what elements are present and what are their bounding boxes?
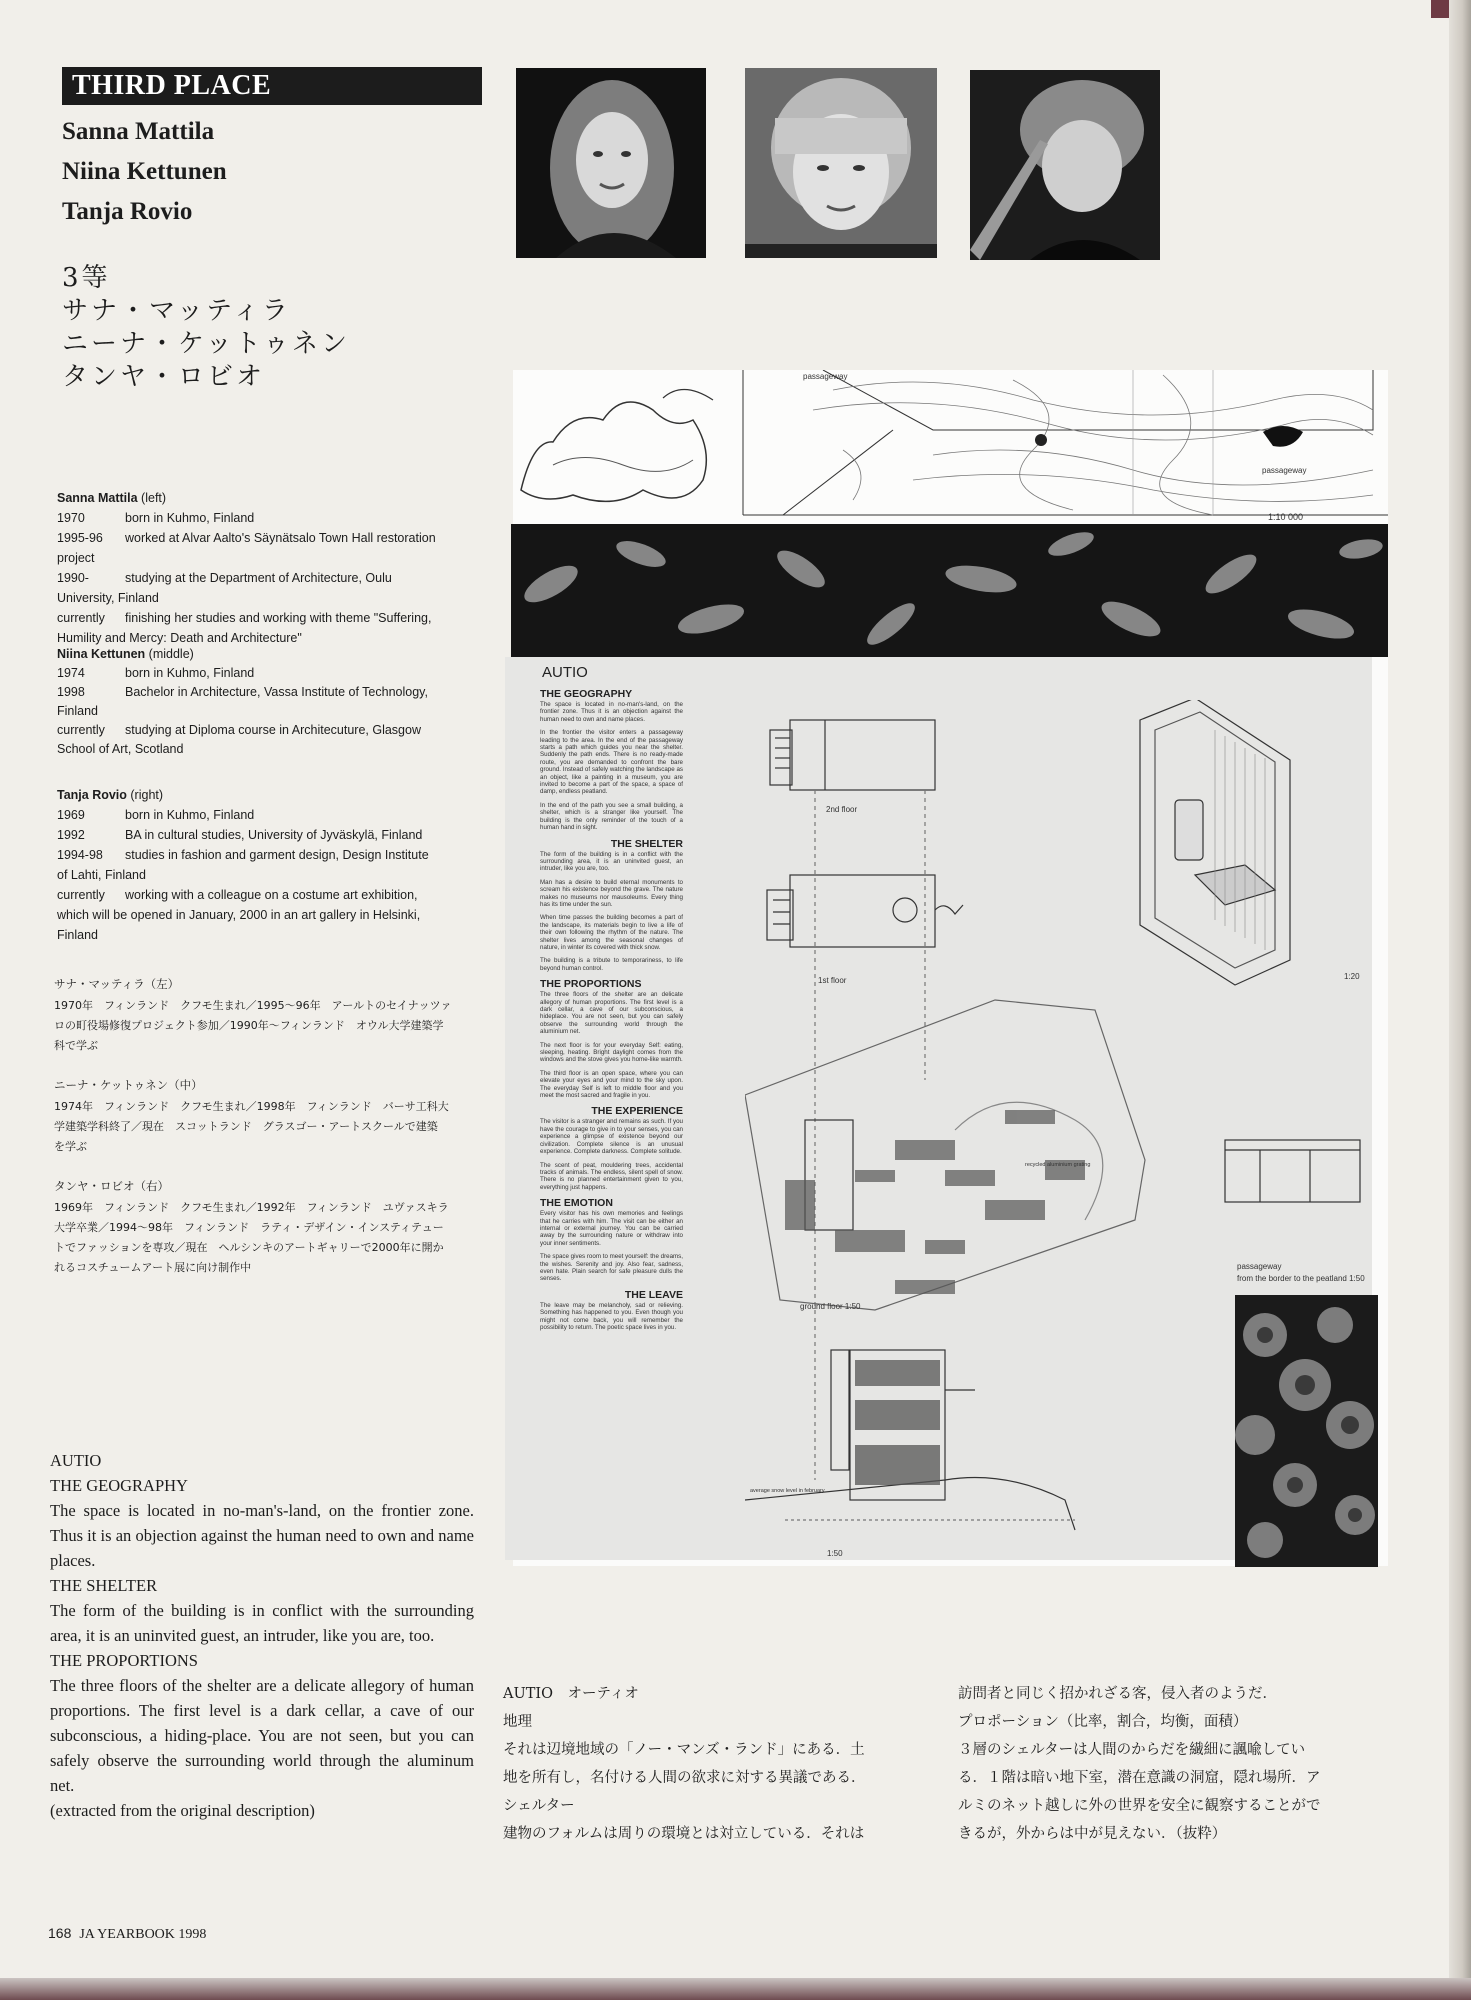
grating-note: recycled aluminium grating — [1025, 1162, 1091, 1168]
bio-year: 1970 — [57, 511, 85, 525]
map-label: passageway — [1262, 466, 1307, 475]
board-heading: THE EMOTION — [540, 1197, 613, 1210]
page-number: 168 — [48, 1925, 72, 1941]
portrait-left — [516, 68, 706, 258]
section-heading: THE PROPORTIONS — [50, 1651, 198, 1670]
board-paragraph: When time passes the building becomes a part of the landscape, its materials begin to live a life of their own following the rhythm of the nature. The shelter lives among the seasonal changes of nature, in winter its covered with thick snow. — [540, 914, 683, 951]
author-name-2: Niina Kettunen — [62, 158, 227, 185]
bio-text: studying at Diploma course in Architecuture, Glasgow — [125, 723, 421, 737]
section-heading: AUTIO — [50, 1451, 102, 1470]
bio-text: University, Finland — [57, 591, 159, 605]
board-text-column — [540, 686, 683, 1337]
bio-niina — [57, 645, 477, 759]
board-photo-leaves — [511, 524, 1388, 657]
bio-position: (middle) — [145, 647, 194, 661]
jp-bio-tanja — [54, 1176, 472, 1278]
jp-line: きるが，外からは中が見えない．（抜粋） — [958, 1826, 1227, 1842]
board-paragraph: The form of the building is in a conflict with the surrounding area, it is an uninvited guest, an intruder, like you are, too. — [540, 850, 683, 873]
bio-year: 1992 — [57, 828, 85, 842]
jp-line: プロポーション（比率，割合，均衡，面積） — [958, 1714, 1248, 1730]
section-heading: THE SHELTER — [50, 1576, 158, 1595]
author-name-1: Sanna Mattila — [62, 118, 215, 145]
bio-year: 1990- — [57, 571, 89, 585]
publication-name: JA YEARBOOK 1998 — [79, 1927, 207, 1942]
jp-line: それは辺境地域の「ノー・マンズ・ランド」にある．土 — [503, 1742, 865, 1758]
jp-line: 地を所有し，名付ける人間の欲求に対する異議である． — [503, 1770, 866, 1786]
board-heading: THE LEAVE — [624, 1288, 683, 1301]
bio-text: working with a colleague on a costume art exhibition, — [125, 888, 418, 902]
paragraph: The form of the building is in conflict with the surrounding area, it is an uninvited guest, an intruder, like you are, too. — [50, 1601, 474, 1645]
paragraph: The space is located in no-man's-land, on the frontier zone. Thus it is an objection against the human need to own and name places. — [50, 1501, 474, 1570]
portrait-middle — [745, 68, 937, 258]
jp-line: 訪問者と同じく招かれざる客，侵入者のようだ． — [958, 1686, 1277, 1702]
jp-line: ルミのネット越しに外の世界を安全に観察することがで — [958, 1798, 1321, 1814]
japanese-column-1 — [503, 1680, 928, 1848]
leaves-image — [511, 524, 1388, 657]
bio-position: (left) — [137, 491, 167, 505]
section-heading: THE GEOGRAPHY — [50, 1476, 188, 1495]
board-paragraph: The next floor is for your everyday Self: eating, sleeping, heating. Bright daylight comes from the windows and the stove gives you home-like warmth. — [540, 1041, 683, 1064]
jp-bio-line: 1974年 フィンランド クフモ生まれ／1998年 フィンランド バーサ工科大 — [54, 1100, 449, 1113]
drawing-label-2nd-floor: 2nd floor — [826, 805, 858, 814]
page-footer — [48, 1925, 214, 1943]
bottom-band — [0, 1978, 1471, 2000]
board-paragraph: Man has a desire to build eternal monuments to scream his existence beyond the grave. The nature makes no museums nor mausoleums. Every thing has its time under the sun. — [540, 878, 683, 908]
jp-name-3: タンヤ・ロビオ — [62, 362, 266, 392]
bio-year: currently — [57, 888, 105, 902]
bio-text: project — [57, 551, 95, 565]
bio-year: 1974 — [57, 666, 85, 680]
author-name-3: Tanja Rovio — [62, 198, 193, 225]
jp-bio-line: トでファッションを専攻／現在 ヘルシンキのアートギャリーで2000年に開か — [54, 1241, 444, 1254]
bio-text: finishing her studies and working with theme "Suffering, — [125, 611, 432, 625]
board-paragraph: The building is a tribute to temporariness, to life beyond human control. — [540, 957, 683, 972]
bio-text: Finland — [57, 704, 98, 718]
board-paragraph: The third floor is an open space, where you can elevate your eyes and your mind to the sky upon. The everyday Self is left to middle floor and you meet the most sacred and fragile in you. — [540, 1069, 683, 1100]
board-paragraph: The scent of peat, mouldering trees, accidental tracks of animals. The endless, silent spell of snow. There is no planned entertainment given to you, everything just happens. — [540, 1161, 683, 1191]
bio-text: BA in cultural studies, University of Jyväskylä, Finland — [125, 828, 423, 842]
paragraph: The three floors of the shelter are a delicate allegory of human proportions. The first level is a dark cellar, a cave of our subconscious, a hiding-place. You are not seen, but you can safely observe the surrounding world through the aluminum net. — [50, 1676, 474, 1795]
map-scale: 1:10 000 — [1268, 512, 1304, 522]
bio-year: currently — [57, 723, 105, 737]
jp-name-2: ニーナ・ケットゥネン — [62, 329, 351, 359]
board-paragraph: The space is located in no-man's-land, on the frontier zone. Thus it is an objection against the human need to own and name places. — [540, 701, 683, 723]
bio-year: 1969 — [57, 808, 85, 822]
bio-text: studying at the Department of Architecture, Oulu — [125, 571, 392, 585]
jp-names — [62, 262, 350, 394]
board-heading: THE EXPERIENCE — [591, 1105, 683, 1118]
jp-bio-line: 科で学ぶ — [54, 1039, 98, 1052]
bio-text: born in Kuhmo, Finland — [125, 511, 255, 525]
plants-image — [1235, 1295, 1378, 1567]
jp-bio-line: れるコスチュームアート展に向け制作中 — [54, 1261, 252, 1274]
english-description — [50, 1448, 474, 1823]
jp-line: る．１階は暗い地下室，潜在意識の洞窟，隠れ場所．ア — [958, 1770, 1321, 1786]
bio-text: Humility and Mercy: Death and Architecture" — [57, 631, 302, 645]
jp-line: ３層のシェルターは人間のからだを繊細に諷喩してい — [958, 1742, 1306, 1758]
bio-year: 1995-96 — [57, 531, 103, 545]
jp-rank: 3等 — [62, 263, 111, 293]
jp-name-1: サナ・マッティラ — [62, 296, 291, 326]
bio-name: Niina Kettunen — [57, 647, 146, 661]
bio-text: studies in fashion and garment design, Design Institute — [125, 848, 429, 862]
board-title: AUTIO — [542, 664, 588, 681]
bio-text: born in Kuhmo, Finland — [125, 808, 255, 822]
jp-bio-line: 学建築学科終了／現在 スコットランド グラスゴー・アートスクールで建築 — [54, 1120, 438, 1133]
bio-tanja — [57, 785, 477, 945]
bio-text: School of Art, Scotland — [57, 742, 184, 756]
board-paragraph: The space gives room to meet yourself: the dreams, the wishes. Serenity and joy. Also fear, sadness, even hate. Plain search for safe pleasure dulls the senses. — [540, 1253, 683, 1283]
bio-year: 1994-98 — [57, 848, 103, 862]
jp-line: 地理 — [503, 1714, 532, 1730]
jp-bio-line: を学ぶ — [54, 1140, 87, 1153]
jp-bio-line: ロの町役場修復プロジェクト参加／1990年～フィンランド オウル大学建築学 — [54, 1019, 444, 1032]
page-edge — [1449, 0, 1471, 1990]
board-paragraph: In the end of the path you see a small building, a shelter, which is a stranger like yourself. The building is the only reminder of the touch of a human hand in sight. — [540, 801, 683, 832]
portrait-left-image — [516, 68, 706, 258]
japanese-column-2 — [958, 1680, 1383, 1848]
board-paragraph: Every visitor has his own memories and feelings that he carries with him. The visit can be either an internal or external journey. You can be carried away by the surrounding nature or withdraw into your inner sentiments. — [540, 1210, 683, 1247]
board-heading: THE GEOGRAPHY — [540, 688, 633, 700]
passageway-caption: from the border to the peatland 1:50 — [1237, 1274, 1365, 1283]
place-banner: THIRD PLACE — [62, 67, 482, 105]
drawing-scale-iso: 1:20 — [1344, 972, 1360, 981]
board-heading: THE SHELTER — [610, 837, 683, 850]
source-note: (extracted from the original description) — [50, 1801, 315, 1820]
jp-bio-title: タンヤ・ロビオ（右） — [54, 1179, 169, 1193]
bio-sanna — [57, 488, 477, 648]
bio-position: (right) — [126, 788, 164, 802]
jp-bio-line: 1969年 フィンランド クフモ生まれ／1992年 フィンランド ユヴァスキラ — [54, 1201, 449, 1214]
passageway-label: passageway — [1237, 1262, 1282, 1271]
board-paragraph: The three floors of the shelter are an delicate allegory of human proportions. The first level is a dark cellar, a cave of our subconscious, a hideplace. You are not seen, but you can safely observe the surrounding world through the aluminium net. — [540, 991, 683, 1036]
portrait-right-image — [970, 70, 1160, 260]
bio-text: worked at Alvar Aalto's Säynätsalo Town Hall restoration — [125, 531, 436, 545]
board-paragraph: The visitor is a stranger and remains as such. If you have the courage to give in to your senses, you can experience a glimpse of existence beyond our civilization. Complete silence is an unusual experience. Complete darkness. Complete solitude. — [540, 1118, 683, 1156]
jp-bio-title: サナ・マッティラ（左） — [54, 977, 180, 991]
drawing-label-1st-floor: 1st floor — [818, 976, 847, 985]
site-map — [513, 370, 1388, 525]
author-names — [62, 112, 227, 232]
bio-text: Bachelor in Architecture, Vassa Institute of Technology, — [125, 685, 428, 699]
jp-bio-line: 1970年 フィンランド クフモ生まれ／1995～96年 アールトのセイナッツァ — [54, 999, 452, 1012]
board-paragraph: The leave may be melancholy, sad or relieving. Something has happened to you. Even though you might not come back, you will remember the possibility to return. The poetic space lives in you. — [540, 1301, 683, 1331]
bio-name: Sanna Mattila — [57, 491, 138, 505]
board-paragraph: In the frontier the visitor enters a passageway leading to the area. In the end of the passageway starts a path which guides you near the shelter. Suddenly the path ends. There is no ready-made route, you are demanded to confront the bare ground. Instead of safely watching the landscape as an object, like a painting in a museum, you are invited to become a part of the space, a space of damp, endless peatland. — [540, 729, 683, 796]
bio-text: born in Kuhmo, Finland — [125, 666, 255, 680]
snow-level-note: average snow level in february — [750, 1488, 825, 1494]
jp-line: AUTIO オーティオ — [503, 1686, 639, 1702]
bio-year: currently — [57, 611, 105, 625]
board-photo-plants — [1235, 1295, 1378, 1567]
board-heading: THE PROPORTIONS — [540, 978, 642, 991]
bio-text: of Lahti, Finland — [57, 868, 146, 882]
drawing-scale-section: 1:50 — [827, 1549, 843, 1558]
bio-year: 1998 — [57, 685, 85, 699]
site-map-drawing — [513, 370, 1388, 525]
bio-name: Tanja Rovio — [57, 788, 127, 802]
jp-bio-title: ニーナ・ケットゥネン（中） — [54, 1078, 203, 1092]
portrait-middle-image — [745, 68, 937, 258]
jp-line: 建物のフォルムは周りの環境とは対立している．それは — [503, 1826, 865, 1842]
jp-bio-sanna — [54, 974, 472, 1056]
map-label: passageway — [803, 372, 848, 381]
drawing-label-ground-floor: ground floor 1:50 — [800, 1302, 861, 1311]
jp-bio-line: 大学卒業／1994～98年 フィンランド ラティ・デザイン・インスティテュー — [54, 1221, 444, 1234]
bio-text: which will be opened in January, 2000 in an art gallery in Helsinki, — [57, 908, 421, 922]
jp-line: シェルター — [503, 1798, 575, 1814]
portrait-right — [970, 70, 1160, 260]
bio-text: Finland — [57, 928, 98, 942]
jp-bio-niina — [54, 1075, 472, 1157]
